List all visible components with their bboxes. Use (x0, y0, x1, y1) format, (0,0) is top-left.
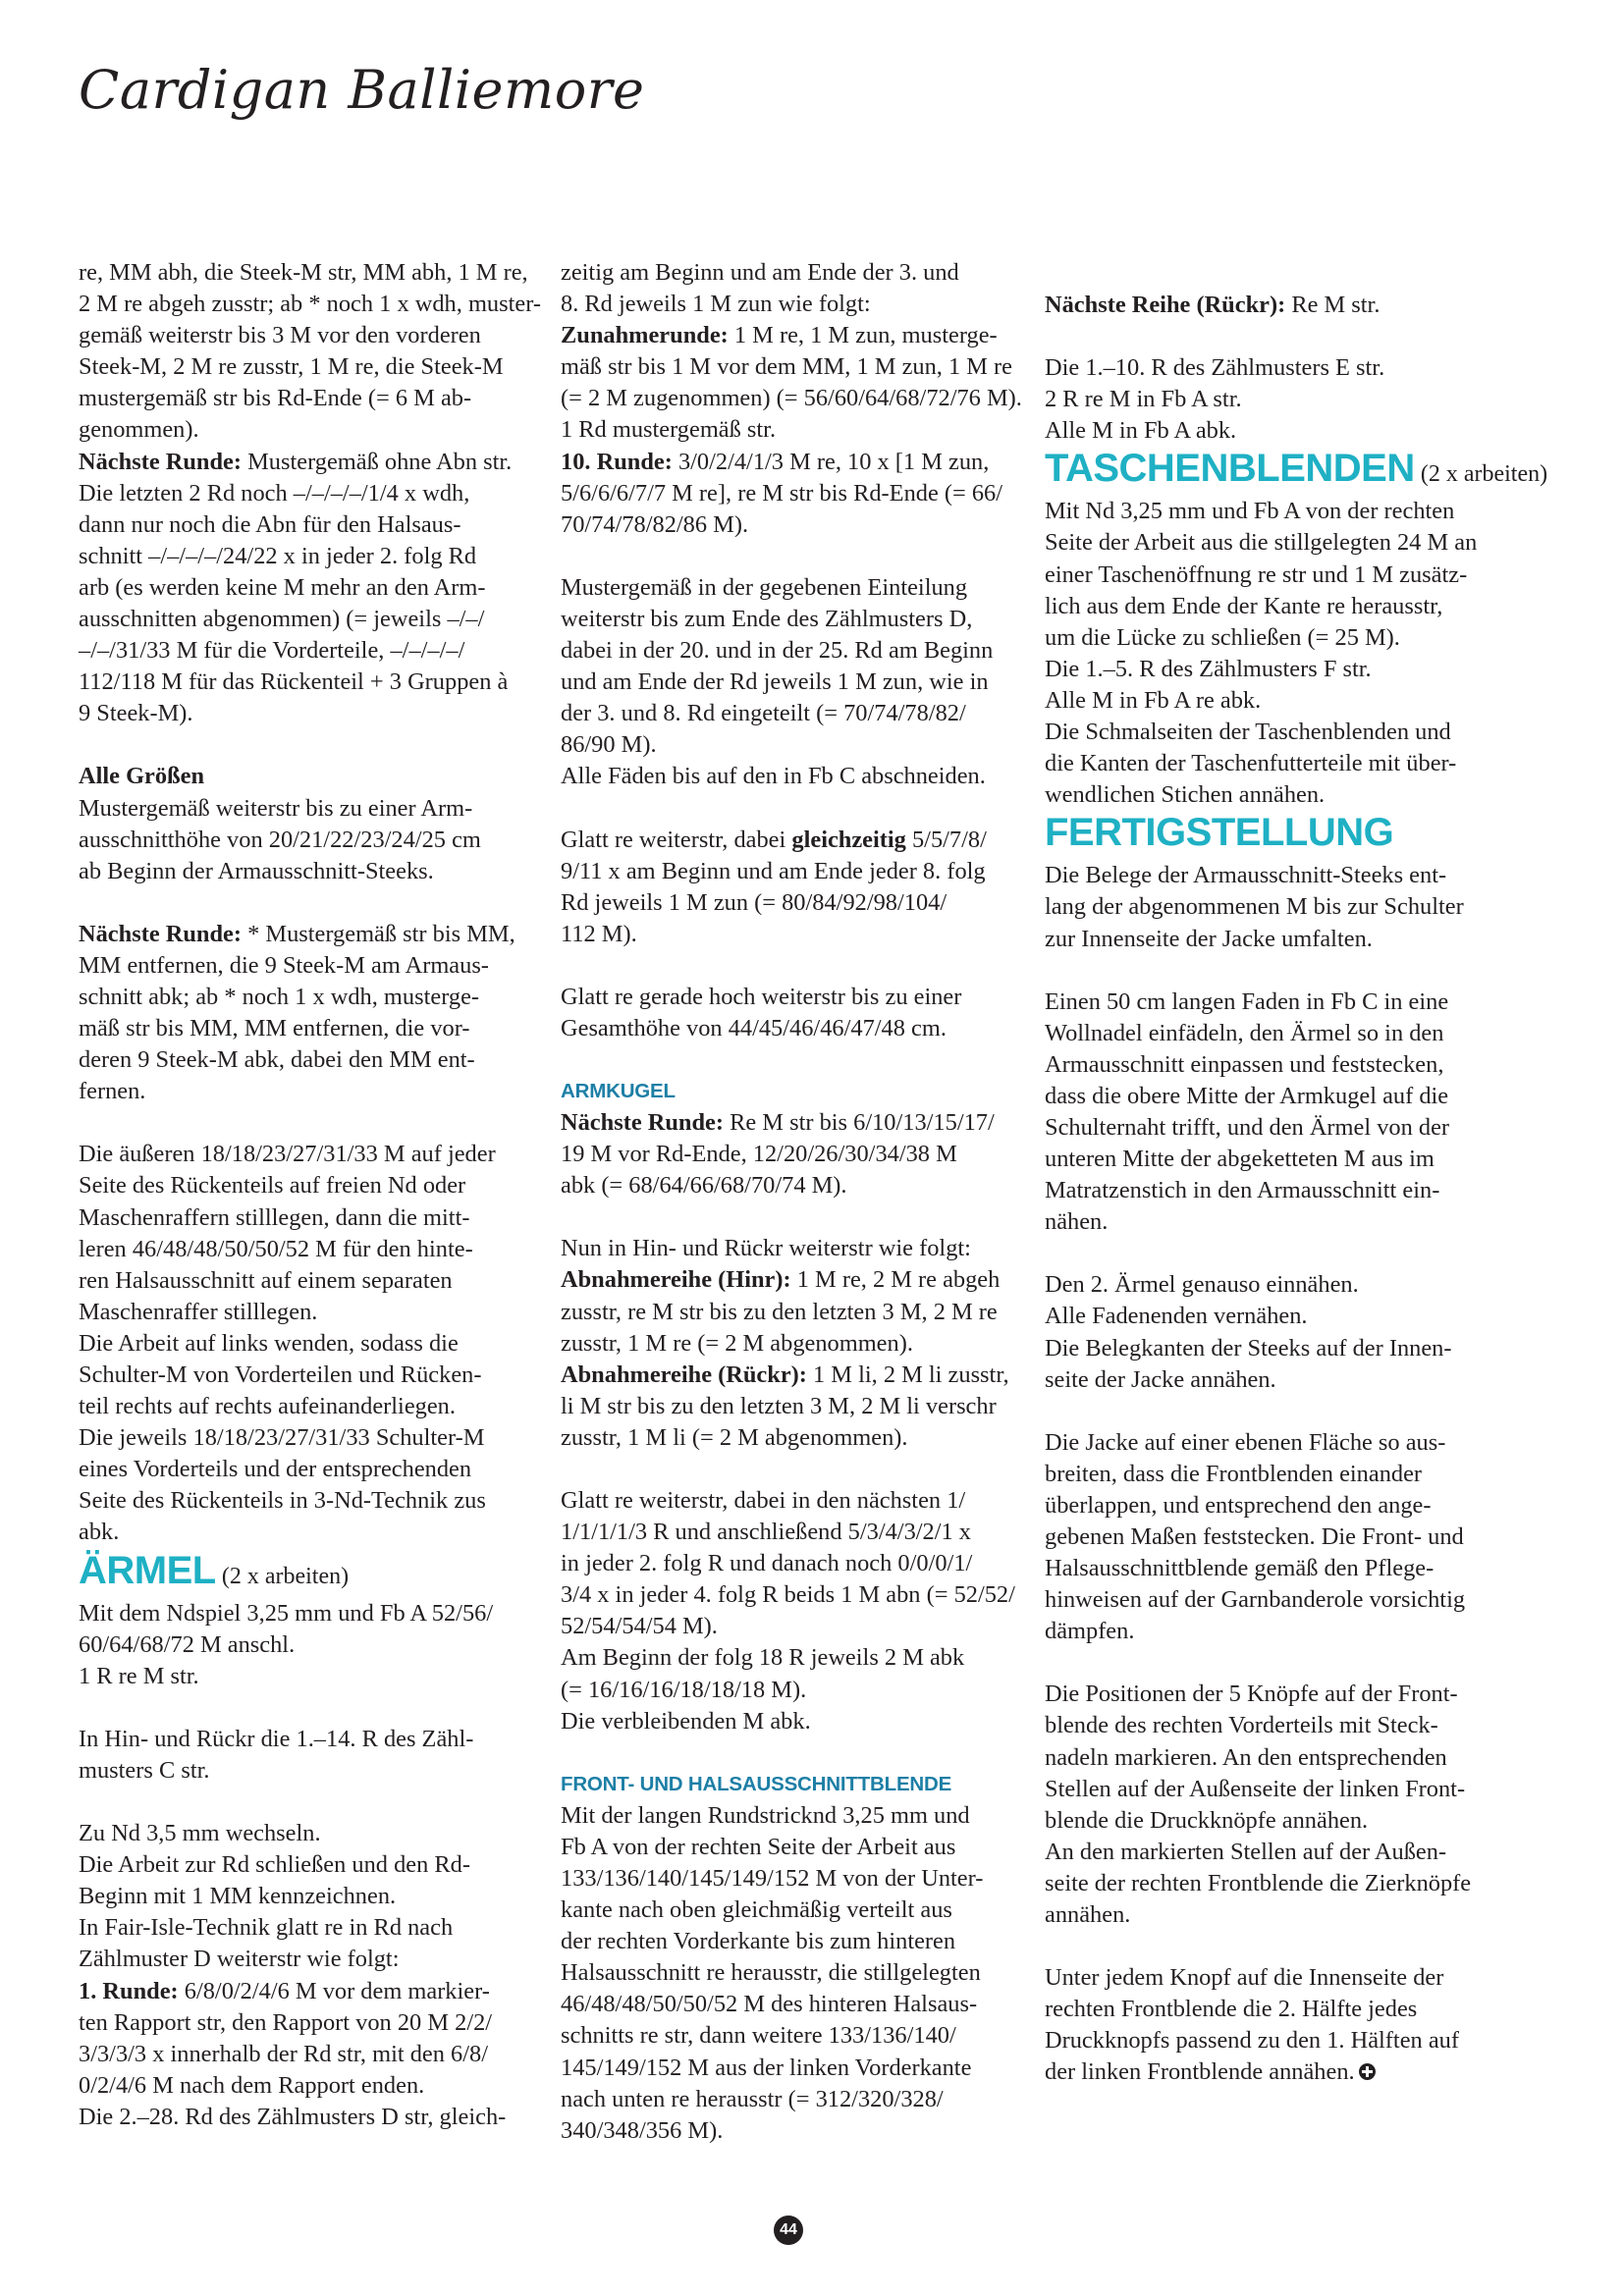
label: 1. Runde: (79, 1977, 179, 2004)
text-column-3 (1045, 290, 1548, 2089)
paragraph: Nun in Hin- und Rückr weiterstr wie folgt: Abnahmereihe (Hinr): 1 M re, 2 M re abgeh zusstr, re M str bis zu den letzten 3 M, 2 M re zusstr, 1 M re (= 2 M abgenommen). Abnahmereihe (Rückr): 1 M li, 2 M li zusstr, li M str bis zu den letzten 3 M, 2 M li verschr zusstr, 1 M li (= 2 M abgenommen). (561, 1235, 1009, 1451)
paragraph: re, MM abh, die Steek-M str, MM abh, 1 M re, 2 M re abgeh zusstr; ab * noch 1 x wdh, muster- gemäß weiterstr bis 3 M vor den vorderen Steek-M, 2 M re zusstr, 1 M re, die Steek-M mustergemäß str bis Rd-Ende (= 6 M ab- genommen). Nächste Runde: Mustergemäß ohne Abn str. Die letzten 2 Rd noch –/–/–/–/1/4 x wdh, dann nur noch die Abn für den Halsaus- schnitt –/–/–/–/24/22 x in jeder 2. folg Rd arb (es werden keine M mehr an den Arm- ausschnitten abgenommen) (= jeweils –/–/ –/–/31/33 M für die Vorderteile, –/–/–/–/ 112/118 M für das Rückenteil + 3 Gruppen à 9 Steek-M). (79, 259, 541, 727)
paragraph: Alle Größen Mustergemäß weiterstr bis zu einer Arm- ausschnitthöhe von 20/21/22/23/24/25 cm ab Beginn der Armausschnitt-Steeks. (79, 763, 481, 884)
text-column-1 (79, 257, 541, 2133)
section-heading-aermel: ÄRMEL (2 x arbeiten) (79, 1548, 350, 1592)
label: Abnahmereihe (Hinr): (561, 1266, 791, 1294)
paragraph: Die 1.–10. R des Zählmusters E str. 2 R re M in Fb A str. Alle M in Fb A abk. (1045, 354, 1385, 445)
paragraph: Den 2. Ärmel genauso einnähen. Alle Fadenenden vernähen. Die Belegkanten der Steeks auf der Innen- seite der Jacke annähen. (1045, 1271, 1452, 1393)
label: Nächste Runde: (561, 1109, 724, 1137)
label: Nächste Runde: (79, 920, 242, 947)
paragraph: Die Belege der Armausschnitt-Steeks ent- lang der abgenommenen M bis zur Schulter zur Innenseite der Jacke umfalten. (1045, 862, 1464, 952)
paragraph: Die äußeren 18/18/23/27/31/33 M auf jeder Seite des Rückenteils auf freien Nd oder Maschenraffern stilllegen, dann die mitt- leren 46/48/48/50/50/52 M für den hinte- ren Halsausschnitt auf einem separaten Maschenraffer stilllegen. Die Arbeit auf links wenden, sodass die Schulter-M von Vorderteilen und Rücken- teil rechts auf rechts aufeinanderliegen. Die jeweils 18/18/23/27/31/33 Schulter-M eines Vorderteils und der entsprechenden Seite des Rückenteils in 3-Nd-Technik zus abk. (79, 1141, 496, 1546)
page-number: 44 (774, 2216, 803, 2245)
label: 10. Runde: (561, 448, 673, 475)
paragraph: Mit der langen Rundstricknd 3,25 mm und Fb A von der rechten Seite der Arbeit aus 133/136/140/145/149/152 M von der Unter- kante nach oben gleichmäßig verteilt aus der rechten Vorderkante bis zum hinteren Halsausschnitt re herausstr, die stillgelegten 46/48/48/50/50/52 M des hinteren Halsaus- schnitts re str, dann weitere 133/136/140/ 145/149/152 M aus der linken Vorderkante nach unten re herausstr (= 312/320/328/ 340/348/356 M). (561, 1801, 984, 2144)
end-mark-icon (1359, 2063, 1376, 2080)
paragraph: Nächste Runde: Re M str bis 6/10/13/15/17/ 19 M vor Rd-Ende, 12/20/26/30/34/38 M abk (= 68/64/66/68/70/74 M). (561, 1109, 995, 1200)
subheading: Alle Größen (79, 763, 205, 790)
paragraph: Nächste Runde: * Mustergemäß str bis MM, MM entfernen, die 9 Steek-M am Armaus- schnitt abk; ab * noch 1 x wdh, musterge- mäß str bis MM, MM entfernen, die vor- deren 9 Steek-M abk, dabei den MM ent- fernen. (79, 920, 515, 1105)
paragraph: Zu Nd 3,5 mm wechseln. Die Arbeit zur Rd schließen und den Rd- Beginn mit 1 MM kennzeichnen. In Fair-Isle-Technik glatt re in Rd nach Zählmuster D weiterstr wie folgt: 1. Runde: 6/8/0/2/4/6 M vor dem markier- ten Rapport str, den Rapport von 20 M 2/2/ 3/3/3/3 x innerhalb der Rd str, mit den 6/8/ 0/2/4/6 M nach dem Rapport enden. Die 2.–28. Rd des Zählmusters D str, gleich- (79, 1820, 507, 2130)
paragraph: Glatt re weiterstr, dabei gleichzeitig 5/5/7/8/ 9/11 x am Beginn und am Ende jeder 8. folg Rd jeweils 1 M zun (= 80/84/92/98/104/ 112 M). (561, 826, 987, 947)
paragraph: In Hin- und Rückr die 1.–14. R des Zähl- musters C str. (79, 1725, 474, 1784)
paragraph: Glatt re gerade hoch weiterstr bis zu einer Gesamthöhe von 44/45/46/46/47/48 cm. (561, 983, 962, 1041)
label: Zunahmerunde: (561, 322, 729, 349)
paragraph: Glatt re weiterstr, dabei in den nächsten 1/ 1/1/1/1/3 R und anschließend 5/3/4/3/2/1 x in jeder 2. folg R und danach noch 0/0/0/1/ 3/4 x in jeder 4. folg R beids 1 M abn (= 52/52/ 52/54/54/54 M). Am Beginn der folg 18 R jeweils 2 M abk (= 16/16/16/18/18/18 M). Die verbleibenden M abk. (561, 1487, 1015, 1735)
section-heading-fertigstellung: FERTIGSTELLUNG (1045, 811, 1394, 855)
label: Nächste Reihe (Rückr): (1045, 292, 1286, 318)
label: Nächste Runde: (79, 448, 242, 475)
paragraph: zeitig am Beginn und am Ende der 3. und 8. Rd jeweils 1 M zun wie folgt: Zunahmerunde: 1 M re, 1 M zun, musterge- mäß str bis 1 M vor dem MM, 1 M zun, 1 M re (= 2 M zugenommen) (= 56/60/64/68/72/76 M). 1 Rd mustergemäß str. 10. Runde: 3/0/2/4/1/3 M re, 10 x [1 M zun, 5/6/6/6/7/7 M re], re M str bis Rd-Ende (= 66/ 70/74/78/82/86 M). (561, 259, 1022, 538)
page-title: Cardigan Balliemore (79, 59, 645, 121)
paragraph: Die Jacke auf einer ebenen Fläche so aus- breiten, dass die Frontblenden einander überlappen, und entsprechend den ange- gebenen Maßen feststecken. Die Front- und Halsausschnittblende gemäß den Pflege- hinweisen auf der Garnbanderole vorsichtig dämpfen. (1045, 1428, 1466, 1645)
section-heading-armkugel: ARMKUGEL (561, 1080, 676, 1103)
paragraph: Die Positionen der 5 Knöpfe auf der Front- blende des rechten Vorderteils mit Steck- nadeln markieren. An den entsprechenden Stellen auf der Außenseite der linken Front- blende die Druckknöpfe annähen. An den markierten Stellen auf der Außen- seite der rechten Frontblende die Zierknöpfe annähen. (1045, 1681, 1472, 1929)
paragraph: Nächste Reihe (Rückr): Re M str. (1045, 292, 1380, 318)
paragraph: Einen 50 cm langen Faden in Fb C in eine Wollnadel einfädeln, den Ärmel so in den Armausschnitt einpassen und feststecken, dass die obere Mitte der Armkugel auf die Schulternaht trifft, und den Ärmel von der unteren Mitte der abgeketteten M aus im Matratzenstich in den Armausschnitt ein- nähen. (1045, 988, 1450, 1236)
section-heading-taschenblenden: TASCHENBLENDEN (2 x arbeiten) (1045, 447, 1548, 491)
paragraph: Unter jedem Knopf auf die Innenseite der rechten Frontblende die 2. Hälfte jedes Druckknopfs passend zu den 1. Hälften auf der linken Frontblende annähen. (1045, 1964, 1459, 2086)
text-column-2 (561, 257, 1022, 2147)
section-heading-frontblende: FRONT- UND HALSAUSSCHNITTBLENDE (561, 1772, 952, 1795)
label: Abnahmereihe (Rückr): (561, 1361, 807, 1388)
paragraph: Mit Nd 3,25 mm und Fb A von der rechten Seite der Arbeit aus die stillgelegten 24 M an einer Taschenöffnung re str und 1 M zusätz- lich aus dem Ende der Kante re herausstr, um die Lücke zu schließen (= 25 M). Die 1.–5. R des Zählmusters F str. Alle M in Fb A re abk. Die Schmalseiten der Taschenblenden und die Kanten der Taschenfutterteile mit über- wendlichen Stichen annähen. (1045, 498, 1478, 809)
paragraph: Mustergemäß in der gegebenen Einteilung weiterstr bis zum Ende des Zählmusters D, dabei in der 20. und in der 25. Rd am Beginn und am Ende der Rd jeweils 1 M zun, wie in der 3. und 8. Rd eingeteilt (= 70/74/78/82/ 86/90 M). Alle Fäden bis auf den in Fb C abschneiden. (561, 573, 994, 790)
paragraph: Mit dem Ndspiel 3,25 mm und Fb A 52/56/ 60/64/68/72 M anschl. 1 R re M str. (79, 1599, 494, 1689)
